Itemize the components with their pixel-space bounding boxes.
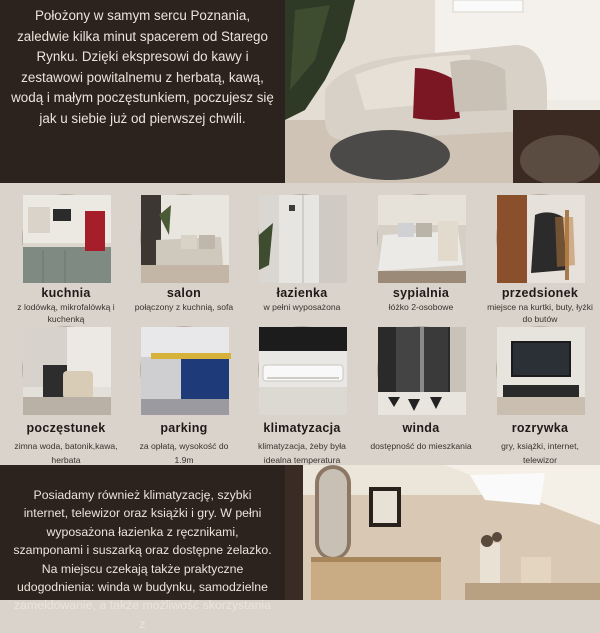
feature-elevator: [362, 326, 480, 453]
feature-title: przedsionek: [501, 286, 579, 300]
intro-panel: [0, 0, 285, 183]
bedroom-photo: [377, 194, 465, 282]
feature-title: parking: [160, 421, 208, 435]
welcome-snack-photo: [22, 326, 110, 414]
feature-ac: [243, 326, 361, 467]
parking-photo: [140, 326, 228, 414]
amenities-panel: [0, 465, 285, 631]
feature-subtitle: zimna woda, batonik,kawa, herbata: [14, 441, 118, 465]
living-room-photo: [140, 194, 228, 282]
feature-subtitle: klimatyzacja, żeby była idealna temperatura: [258, 441, 346, 465]
feature-subtitle: dostępność do mieszkania: [370, 441, 472, 451]
intro-section: [0, 0, 600, 183]
features-grid: [0, 183, 600, 465]
feature-parking: [125, 326, 243, 467]
feature-entertainment: [481, 326, 599, 467]
air-conditioner-photo: [258, 326, 346, 414]
feature-subtitle: z lodówką, mikrofalówką i kuchenką: [17, 302, 115, 324]
feature-hallway: [481, 194, 599, 325]
kitchen-photo: [22, 194, 110, 282]
intro-text: Położony w samym sercu Poznania, zaledwie kilka minut spacerem od Starego Rynku. Dzięki ekspresowi do kawy i zestawowi powitalnemu z herbatą, kawą, wodą i małym poczęstunkiem, poczujesz się jak u siebie już od pierwszej chwili.: [11, 8, 274, 126]
amenities-section: [0, 465, 600, 631]
feature-bathroom: [243, 194, 361, 314]
feature-title: kuchnia: [41, 286, 91, 300]
interior-photo: [285, 465, 600, 600]
feature-title: sypialnia: [392, 286, 450, 300]
feature-title: poczęstunek: [26, 421, 106, 435]
feature-title: klimatyzacja: [263, 421, 341, 435]
feature-subtitle: w pełni wyposażona: [263, 302, 341, 312]
feature-subtitle: miejsce na kurtki, buty, łyżki do butów: [487, 302, 593, 324]
feature-title: łazienka: [276, 286, 328, 300]
feature-title: winda: [402, 421, 440, 435]
feature-subtitle: łóżko 2-osobowe: [388, 302, 454, 312]
hallway-photo: [496, 194, 584, 282]
feature-subtitle: połączony z kuchnią, sofa: [134, 302, 234, 312]
tv-photo: [496, 326, 584, 414]
feature-subtitle: gry, książki, internet, telewizor: [501, 441, 579, 465]
bathroom-photo: [258, 194, 346, 282]
feature-snack: [7, 326, 125, 467]
amenities-text: Posiadamy również klimatyzację, szybki internet, telewizor oraz książki i gry. W pełni wyposażona łazienka z ręcznikami, szamponami i suszarką oraz dostępne żelazko. Na miejscu czekają także praktyczne udogodnienia: winda w budynku, samodzielne zameldowanie, a także możliwość skorzystania z: [13, 488, 272, 631]
feature-bedroom: [362, 194, 480, 314]
feature-title: salon: [166, 286, 202, 300]
feature-salon: [125, 194, 243, 314]
living-room-photo: [285, 0, 600, 183]
feature-subtitle: za opłatą, wysokość do 1.9m: [139, 441, 229, 465]
feature-kitchen: [7, 194, 125, 325]
elevator-photo: [377, 326, 465, 414]
feature-title: rozrywka: [511, 421, 569, 435]
